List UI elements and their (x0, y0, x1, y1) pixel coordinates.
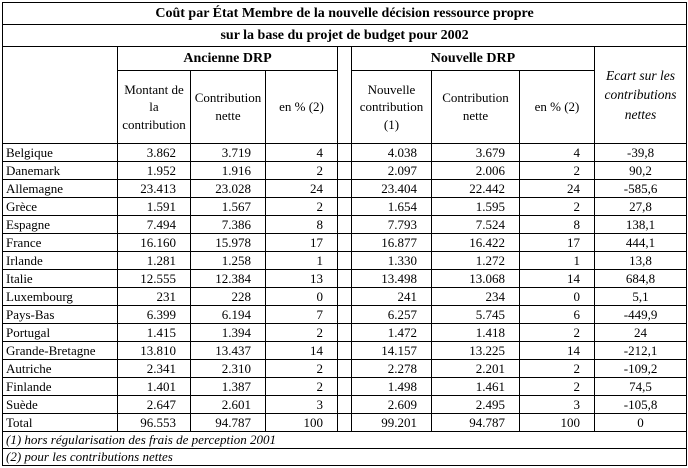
state-name-cell: Italie (3, 270, 118, 288)
col-header-montant-contribution: Montant de la contribution (118, 71, 191, 144)
col-header-pct-ancienne: en % (2) (266, 71, 338, 144)
value-cell: 0 (520, 288, 595, 306)
value-cell: 5.745 (432, 306, 520, 324)
value-cell: -109,2 (595, 360, 687, 378)
value-cell: 94.787 (432, 414, 520, 432)
value-cell: 13.225 (432, 342, 520, 360)
value-cell: 12.384 (191, 270, 266, 288)
value-cell: -449,9 (595, 306, 687, 324)
member-state-row (3, 198, 687, 216)
table-title-line2: sur la base du projet de budget pour 2002 (3, 25, 687, 47)
value-cell: 27,8 (595, 198, 687, 216)
state-name-cell: Portugal (3, 324, 118, 342)
table-title-line1: Coût par État Membre de la nouvelle décision ressource propre (3, 3, 687, 25)
separator-cell (338, 378, 352, 396)
value-cell: 5,1 (595, 288, 687, 306)
value-cell: 2.647 (118, 396, 191, 414)
state-name-cell: France (3, 234, 118, 252)
value-cell: 7.524 (432, 216, 520, 234)
value-cell: 1.418 (432, 324, 520, 342)
value-cell: 13 (266, 270, 338, 288)
value-cell: 16.422 (432, 234, 520, 252)
value-cell: 1.472 (352, 324, 432, 342)
separator-cell (338, 360, 352, 378)
value-cell: 1 (520, 252, 595, 270)
value-cell: 12.555 (118, 270, 191, 288)
separator-cell (338, 198, 352, 216)
col-header-contribution-nette-nouvelle: Contribution nette (432, 71, 520, 144)
value-cell: 96.553 (118, 414, 191, 432)
value-cell: 14 (520, 342, 595, 360)
value-cell: 1.952 (118, 162, 191, 180)
value-cell: 8 (266, 216, 338, 234)
value-cell: 0 (266, 288, 338, 306)
separator-cell (338, 47, 352, 144)
value-cell: 24 (595, 324, 687, 342)
value-cell: 4.038 (352, 144, 432, 162)
value-cell: 13.498 (352, 270, 432, 288)
value-cell: 3.679 (432, 144, 520, 162)
value-cell: 8 (520, 216, 595, 234)
value-cell: 2 (266, 162, 338, 180)
member-state-row (3, 378, 687, 396)
member-state-row (3, 270, 687, 288)
value-cell: 2.097 (352, 162, 432, 180)
group-header-row (3, 47, 687, 71)
value-cell: 6.257 (352, 306, 432, 324)
separator-cell (338, 324, 352, 342)
value-cell: 2 (266, 198, 338, 216)
title-row-1 (3, 3, 687, 25)
state-name-cell: Irlande (3, 252, 118, 270)
value-cell: 231 (118, 288, 191, 306)
value-cell: 14 (520, 270, 595, 288)
value-cell: 14 (266, 342, 338, 360)
value-cell: 23.413 (118, 180, 191, 198)
value-cell: 13,8 (595, 252, 687, 270)
separator-cell (338, 180, 352, 198)
value-cell: 17 (520, 234, 595, 252)
value-cell: 16.877 (352, 234, 432, 252)
separator-cell (338, 396, 352, 414)
state-name-cell: Danemark (3, 162, 118, 180)
value-cell: 1.498 (352, 378, 432, 396)
value-cell: 1.461 (432, 378, 520, 396)
state-name-cell: Grande-Bretagne (3, 342, 118, 360)
value-cell: 99.201 (352, 414, 432, 432)
value-cell: 1.394 (191, 324, 266, 342)
value-cell: 2 (266, 324, 338, 342)
value-cell: 2.201 (432, 360, 520, 378)
value-cell: 138,1 (595, 216, 687, 234)
value-cell: 7.793 (352, 216, 432, 234)
value-cell: 3.719 (191, 144, 266, 162)
member-state-row (3, 288, 687, 306)
value-cell: 13.437 (191, 342, 266, 360)
value-cell: 1.401 (118, 378, 191, 396)
value-cell: 2 (266, 378, 338, 396)
separator-cell (338, 306, 352, 324)
col-header-pct-nouvelle: en % (2) (520, 71, 595, 144)
value-cell: 3 (520, 396, 595, 414)
value-cell: 13.068 (432, 270, 520, 288)
state-name-cell: Total (3, 414, 118, 432)
state-name-cell: Pays-Bas (3, 306, 118, 324)
member-state-row (3, 324, 687, 342)
value-cell: 2.278 (352, 360, 432, 378)
value-cell: 6.399 (118, 306, 191, 324)
value-cell: 7.386 (191, 216, 266, 234)
value-cell: 22.442 (432, 180, 520, 198)
value-cell: -585,6 (595, 180, 687, 198)
state-name-cell: Suède (3, 396, 118, 414)
separator-cell (338, 252, 352, 270)
value-cell: 3 (266, 396, 338, 414)
value-cell: 2.341 (118, 360, 191, 378)
value-cell: 2.495 (432, 396, 520, 414)
state-name-cell: Luxembourg (3, 288, 118, 306)
value-cell: 2 (520, 324, 595, 342)
separator-cell (338, 162, 352, 180)
value-cell: 6 (520, 306, 595, 324)
value-cell: -39,8 (595, 144, 687, 162)
value-cell: 6.194 (191, 306, 266, 324)
value-cell: 7.494 (118, 216, 191, 234)
member-state-row (3, 144, 687, 162)
state-name-cell: Autriche (3, 360, 118, 378)
value-cell: 2 (520, 378, 595, 396)
separator-cell (338, 216, 352, 234)
member-state-row (3, 360, 687, 378)
cost-per-member-state-table (2, 2, 687, 466)
value-cell: 7 (266, 306, 338, 324)
state-name-cell: Belgique (3, 144, 118, 162)
value-cell: 1.595 (432, 198, 520, 216)
value-cell: 4 (520, 144, 595, 162)
separator-cell (338, 414, 352, 432)
separator-cell (338, 342, 352, 360)
member-state-row (3, 180, 687, 198)
ancienne-drp-group-header: Ancienne DRP (118, 47, 338, 71)
value-cell: 13.810 (118, 342, 191, 360)
value-cell: 1.330 (352, 252, 432, 270)
value-cell: 0 (595, 414, 687, 432)
separator-cell (338, 144, 352, 162)
col-header-nouvelle-contribution: Nouvelle contribution (1) (352, 71, 432, 144)
value-cell: 3.862 (118, 144, 191, 162)
state-name-cell: Finlande (3, 378, 118, 396)
value-cell: 228 (191, 288, 266, 306)
corner-cell (3, 47, 118, 144)
ecart-column-header: Ecart sur les contributions nettes (595, 47, 687, 144)
value-cell: 24 (520, 180, 595, 198)
value-cell: 2.609 (352, 396, 432, 414)
value-cell: 23.028 (191, 180, 266, 198)
value-cell: 17 (266, 234, 338, 252)
value-cell: 1.916 (191, 162, 266, 180)
state-name-cell: Espagne (3, 216, 118, 234)
value-cell: 1.387 (191, 378, 266, 396)
member-state-row (3, 342, 687, 360)
value-cell: 2 (520, 162, 595, 180)
value-cell: 2 (266, 360, 338, 378)
value-cell: 2 (520, 360, 595, 378)
value-cell: 74,5 (595, 378, 687, 396)
value-cell: -105,8 (595, 396, 687, 414)
value-cell: 1.567 (191, 198, 266, 216)
value-cell: 16.160 (118, 234, 191, 252)
value-cell: 684,8 (595, 270, 687, 288)
member-state-row (3, 252, 687, 270)
value-cell: 1.415 (118, 324, 191, 342)
separator-cell (338, 270, 352, 288)
value-cell: 234 (432, 288, 520, 306)
value-cell: 444,1 (595, 234, 687, 252)
value-cell: 2.310 (191, 360, 266, 378)
value-cell: 2 (520, 198, 595, 216)
title-row-2 (3, 25, 687, 47)
separator-cell (338, 234, 352, 252)
value-cell: 100 (520, 414, 595, 432)
footnote-1: (1) hors régularisation des frais de perception 2001 (3, 432, 687, 449)
value-cell: 1.258 (191, 252, 266, 270)
value-cell: -212,1 (595, 342, 687, 360)
value-cell: 15.978 (191, 234, 266, 252)
value-cell: 23.404 (352, 180, 432, 198)
value-cell: 1.281 (118, 252, 191, 270)
total-row (3, 414, 687, 432)
table-body (3, 144, 687, 432)
value-cell: 94.787 (191, 414, 266, 432)
value-cell: 24 (266, 180, 338, 198)
value-cell: 1 (266, 252, 338, 270)
value-cell: 1.654 (352, 198, 432, 216)
value-cell: 4 (266, 144, 338, 162)
member-state-row (3, 216, 687, 234)
member-state-row (3, 162, 687, 180)
value-cell: 100 (266, 414, 338, 432)
value-cell: 1.591 (118, 198, 191, 216)
col-header-contribution-nette-ancienne: Contribution nette (191, 71, 266, 144)
value-cell: 2.601 (191, 396, 266, 414)
member-state-row (3, 234, 687, 252)
value-cell: 14.157 (352, 342, 432, 360)
footnote-row-1 (3, 432, 687, 449)
value-cell: 241 (352, 288, 432, 306)
state-name-cell: Grèce (3, 198, 118, 216)
value-cell: 1.272 (432, 252, 520, 270)
nouvelle-drp-group-header: Nouvelle DRP (352, 47, 595, 71)
member-state-row (3, 396, 687, 414)
separator-cell (338, 288, 352, 306)
state-name-cell: Allemagne (3, 180, 118, 198)
footnote-row-2 (3, 449, 687, 466)
value-cell: 90,2 (595, 162, 687, 180)
value-cell: 2.006 (432, 162, 520, 180)
member-state-row (3, 306, 687, 324)
footnote-2: (2) pour les contributions nettes (3, 449, 687, 466)
